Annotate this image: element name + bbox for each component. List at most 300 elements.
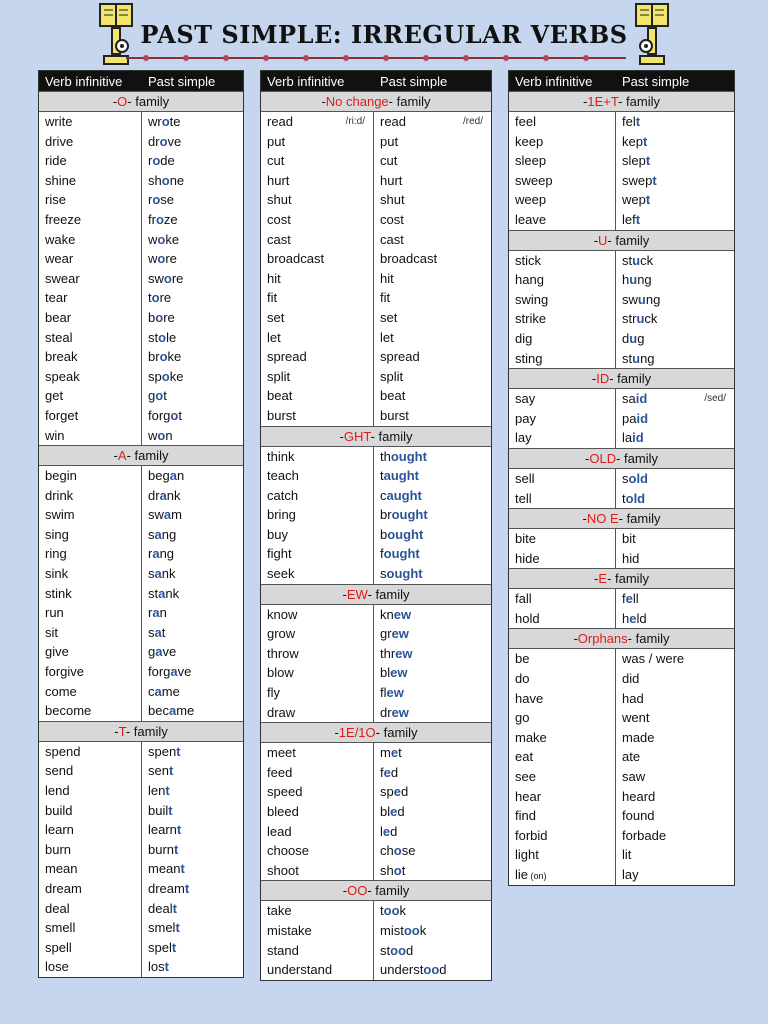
past-highlight: old [625,490,646,506]
past-highlight: o [155,388,164,404]
verb-row [509,689,734,709]
verb-row [509,290,734,310]
past-highlight: o [159,133,168,149]
past-highlight: t [635,211,641,227]
verb-infinitive: keep [509,132,616,152]
verb-row [39,544,243,564]
verb-past-simple: flew [380,685,404,701]
verb-infinitive: forgive [39,662,142,682]
past-highlight: e [382,823,391,839]
verb-infinitive: swing [509,290,616,310]
verb-row [39,386,243,406]
verb-row [509,865,734,885]
verb-row [39,584,243,604]
past-highlight: e [629,610,637,626]
verb-infinitive: forbid [509,826,616,846]
verb-row [39,132,243,152]
verb-past-simple: understood [380,962,447,978]
verb-row [509,489,734,509]
family-header: -No change- family [261,91,491,112]
verb-row [261,822,491,842]
verb-past-simple: said /sed/ [616,389,734,409]
verb-past-simple: burnt [148,841,179,857]
verb-past-simple: rose [148,192,175,208]
verb-infinitive: lose [39,957,142,977]
past-highlight: a [163,507,172,523]
verb-infinitive: weep [509,190,616,210]
verb-past-simple: spread [380,349,420,365]
verb-row [261,406,491,426]
verb-past-simple: made [622,729,655,745]
verb-table-column-3 [508,70,735,886]
verb-table-column-1 [38,70,244,978]
past-highlight: a [155,644,163,660]
verb-row [261,132,491,152]
verb-row [261,347,491,367]
verb-row [509,329,734,349]
family-header: -A- family [39,445,243,466]
verb-row [261,505,491,525]
verb-past-simple: rang [148,546,175,562]
past-highlight: o [157,427,166,443]
verb-past-simple: thought [380,448,427,464]
verb-past-simple: lay [622,867,639,882]
family-name: No change [325,94,389,109]
verb-infinitive: ride [39,151,142,171]
verb-infinitive: shoot [261,861,374,881]
verb-infinitive: begin [39,466,142,486]
past-highlight: oo [383,903,400,919]
verb-row [39,781,243,801]
verb-infinitive: see [509,767,616,787]
verb-past-simple: began [148,468,185,484]
past-highlight: t [172,900,177,916]
past-highlight: u [636,311,645,327]
pronunciation: /sed/ [704,393,726,405]
verb-infinitive: do [509,669,616,689]
verb-row [261,249,491,269]
verb-infinitive: become [39,701,142,721]
family-name: Orphans [577,631,628,647]
verb-infinitive: ring [39,544,142,564]
verb-past-simple: forbade [622,827,667,843]
verb-past-simple: shone [148,172,185,188]
verb-infinitive: feel [509,112,616,132]
verb-row [261,624,491,644]
verb-infinitive: put [261,132,374,152]
verb-infinitive: freeze [39,210,142,230]
past-highlight: e [390,745,399,761]
verb-row [39,957,243,977]
verb-past-simple: had [622,690,644,706]
past-highlight: e [390,804,398,819]
verb-past-simple: brought [380,507,428,523]
verb-infinitive: set [261,308,374,328]
verb-row [39,859,243,879]
family-header: -EW- family [261,584,491,605]
past-highlight: ew [395,645,413,661]
verb-past-simple: chose [380,843,416,859]
verb-infinitive: hear [509,787,616,807]
verb-infinitive: blow [261,663,374,683]
past-highlight: a [154,526,162,542]
header-infinitive: Verb infinitive [45,73,123,89]
verb-past-simple: lost [148,959,169,975]
family-header: -E- family [509,568,734,589]
verb-row [261,525,491,545]
verb-infinitive: fall [509,589,616,609]
verb-infinitive: bring [261,505,374,525]
verb-row [261,782,491,802]
past-highlight: ought [390,448,427,464]
verb-past-simple: read /red/ [374,112,491,132]
verb-past-simple: sought [380,566,423,582]
past-highlight: u [637,291,646,307]
verb-past-simple: took [380,903,407,919]
verb-past-simple: paid [622,410,649,426]
verb-past-simple: let [380,329,394,345]
verb-row [39,820,243,840]
past-highlight: o [393,862,402,878]
verb-infinitive: shut [261,190,374,210]
pronunciation: /ri:d/ [345,116,365,127]
column-header [39,71,243,91]
verb-infinitive: lend [39,781,142,801]
past-highlight: t [164,959,169,975]
past-highlight: ew [390,665,408,681]
verb-infinitive: give [39,642,142,662]
verb-infinitive: lie (on) [509,865,616,885]
verb-row [261,802,491,822]
verb-row [509,826,734,846]
family-name: 1E+T [587,94,619,109]
verb-infinitive: sleep [509,151,616,171]
verb-infinitive: buy [261,525,374,545]
past-highlight: t [642,133,648,149]
verb-infinitive: send [39,761,142,781]
verb-row [261,190,491,210]
verb-row [39,171,243,191]
verb-past-simple: felt [622,114,641,129]
verb-row [509,767,734,787]
verb-infinitive: seek [261,564,374,584]
verb-infinitive: rise [39,190,142,210]
verb-past-simple: cast [380,231,404,247]
page-title: PAST SIMPLE: IRREGULAR VERBS [140,20,628,49]
verb-row [509,389,734,409]
past-highlight: ought [387,526,424,542]
verb-infinitive: cost [261,210,374,230]
verb-past-simple: won [148,427,173,443]
verb-past-simple: hid [622,550,640,566]
verb-infinitive: fly [261,683,374,703]
verb-row [509,132,734,152]
past-highlight: t [171,939,177,955]
verb-infinitive: swim [39,505,142,525]
verb-row [39,466,243,486]
verb-past-simple: spent [148,743,181,759]
verb-row [39,249,243,269]
past-highlight: o [393,843,402,859]
verb-past-simple: stood [380,942,414,958]
verb-infinitive: choose [261,841,374,861]
verb-infinitive: shine [39,171,142,191]
verb-infinitive: teach [261,466,374,486]
verb-past-simple: grew [380,626,409,642]
verb-past-simple: mistook [380,922,427,938]
verb-past-simple: wore [148,251,177,267]
verb-infinitive: make [509,728,616,748]
family-name: T [118,723,126,739]
verb-row [261,901,491,921]
past-highlight: t [176,822,182,838]
verb-row [261,921,491,941]
verb-infinitive: mistake [261,921,374,941]
past-highlight: a [154,624,162,640]
verb-infinitive: dream [39,879,142,899]
past-highlight: ew [391,704,409,720]
verb-past-simple: smelt [148,920,180,936]
verb-past-simple: told [622,490,646,506]
family-name: A [117,448,127,464]
verb-infinitive: take [261,901,374,921]
verb-row [509,151,734,171]
verb-infinitive: eat [509,747,616,767]
header-infinitive: Verb infinitive [515,73,593,89]
past-highlight: a [152,605,160,621]
verb-infinitive: win [39,426,142,446]
verb-row [39,486,243,506]
verb-row [509,609,734,629]
header-past-simple: Past simple [148,73,216,89]
verb-infinitive: meet [261,743,374,763]
family-header: -GHT- family [261,426,491,447]
verb-row [261,288,491,308]
verb-infinitive: sell [509,469,616,489]
past-highlight: t [165,783,170,798]
verb-row [261,960,491,980]
past-highlight: o [157,231,166,247]
verb-past-simple: fed [380,764,399,780]
past-highlight: a [158,585,166,601]
verb-past-simple: woke [148,231,180,247]
family-header: -OO- family [261,880,491,901]
header-infinitive: Verb infinitive [267,73,345,89]
verb-past-simple: wrote [148,114,181,129]
verb-past-simple: lent [148,783,170,798]
verb-past-simple: led [380,823,398,839]
verb-infinitive: burn [39,840,142,860]
verb-past-simple: met [380,745,402,761]
verb-infinitive: stick [509,251,616,271]
verb-row [39,230,243,250]
verb-past-simple: became [148,703,195,719]
family-name: OLD [589,450,617,466]
verb-row [39,682,243,702]
verb-row [509,845,734,865]
verb-row [509,171,734,191]
verb-infinitive: feed [261,763,374,783]
past-highlight: e [383,764,391,780]
family-name: O [117,94,128,109]
past-highlight: t [168,802,173,818]
verb-past-simple: split [380,368,404,384]
past-highlight: e [625,591,633,607]
verb-infinitive: spread [261,347,374,367]
verb-infinitive: understand [261,960,374,980]
verb-row [39,269,243,289]
pronunciation: /red/ [462,116,483,127]
verb-past-simple: froze [148,211,178,227]
verb-infinitive: mean [39,859,142,879]
verb-past-simple: burst [380,407,409,423]
past-highlight: t [175,920,180,936]
verb-infinitive: sting [509,349,616,369]
verb-row [509,787,734,807]
verb-infinitive: sit [39,623,142,643]
verb-infinitive: stand [261,941,374,961]
past-highlight: o [158,329,167,345]
verb-infinitive: cut [261,151,374,171]
verb-row [509,428,734,448]
verb-past-simple: fit [380,290,391,306]
verb-past-simple: bit [622,531,636,547]
verb-row [261,230,491,250]
verb-past-simple: caught [380,487,422,503]
verb-past-simple: sent [148,763,174,779]
verb-row [39,288,243,308]
past-highlight: t [180,861,185,877]
past-highlight: u [632,252,641,268]
past-highlight: t [184,880,190,896]
verb-infinitive: hit [261,269,374,289]
verb-past-simple: got [148,388,167,404]
verb-infinitive: spend [39,742,142,762]
family-name: GHT [343,428,371,444]
verb-infinitive: tell [509,489,616,509]
verb-row [39,603,243,623]
verb-row [39,938,243,958]
verb-row [261,861,491,881]
verb-past-simple: spelt [148,939,177,955]
past-highlight: o [161,172,170,188]
verb-infinitive: lay [509,428,616,448]
verb-row [39,642,243,662]
verb-past-simple: drank [148,487,181,503]
verb-past-simple: heard [622,788,656,804]
verb-past-simple: slept [622,153,651,169]
verb-past-simple: bore [148,309,175,325]
verb-row [39,426,243,446]
verb-past-simple: went [622,710,650,726]
verb-past-simple: came [148,683,180,699]
verb-row [261,386,491,406]
past-highlight: ought [386,566,423,582]
verb-past-simple: saw [622,769,646,785]
past-highlight: o [161,114,170,129]
past-highlight: o [163,270,172,286]
family-header: -NO E- family [509,508,734,529]
verb-infinitive: steal [39,328,142,348]
family-header: -O- family [39,91,243,112]
verb-infinitive: light [509,845,616,865]
verb-past-simple: forgave [148,664,192,680]
verb-infinitive: deal [39,899,142,919]
verb-infinitive: hold [509,609,616,629]
verb-past-simple: blew [380,665,408,681]
verb-past-simple: sank [148,566,176,582]
past-highlight: t [645,192,651,208]
past-highlight: a [152,546,160,562]
family-header: -1E/1O- family [261,722,491,743]
verb-row [39,623,243,643]
verb-infinitive: draw [261,703,374,723]
verb-row [509,747,734,767]
verb-infinitive: go [509,708,616,728]
verb-past-simple: spoke [148,368,184,384]
verb-past-simple: fought [380,546,420,562]
verb-infinitive: bleed [261,802,374,822]
verb-infinitive: bear [39,308,142,328]
verb-infinitive: spell [39,938,142,958]
verb-past-simple: lit [622,847,632,863]
past-highlight: t [174,841,179,857]
verb-infinitive: speed [261,782,374,802]
verb-row [261,743,491,763]
verb-infinitive: drink [39,486,142,506]
verb-infinitive: speak [39,367,142,387]
family-header: -1E+T- family [509,91,734,112]
past-highlight: a [168,703,177,719]
verb-past-simple: swore [148,270,184,286]
family-name: EW [346,586,368,602]
garland-decoration [126,54,626,62]
verb-infinitive: strike [509,309,616,329]
verb-row [261,605,491,625]
verb-past-simple: shot [380,862,406,878]
verb-past-simple: set [380,309,398,325]
verb-row [39,406,243,426]
verb-infinitive: bite [509,529,616,549]
past-highlight: old [628,470,648,486]
verb-past-simple: fell [622,591,639,607]
verb-row [509,708,734,728]
verb-row [261,544,491,564]
verb-past-simple: cost [380,211,404,227]
past-highlight: e [393,784,401,800]
verb-row [509,589,734,609]
past-highlight: t [652,172,657,188]
past-highlight: u [629,272,638,288]
verb-infinitive: break [39,347,142,367]
verb-row [39,328,243,348]
verb-past-simple: cut [380,153,398,169]
verb-past-simple: struck [622,311,658,327]
header-past-simple: Past simple [380,73,448,89]
family-name: U [598,232,608,248]
verb-infinitive: beat [261,386,374,406]
verb-row [509,251,734,271]
verb-row [509,112,734,132]
verb-row [509,210,734,230]
verb-infinitive: run [39,603,142,623]
verb-row [261,112,491,132]
verb-row [39,112,243,132]
past-highlight: o [155,211,164,227]
verb-past-simple: was / were [622,651,685,667]
verb-past-simple: swam [148,507,182,523]
verb-infinitive: have [509,689,616,709]
